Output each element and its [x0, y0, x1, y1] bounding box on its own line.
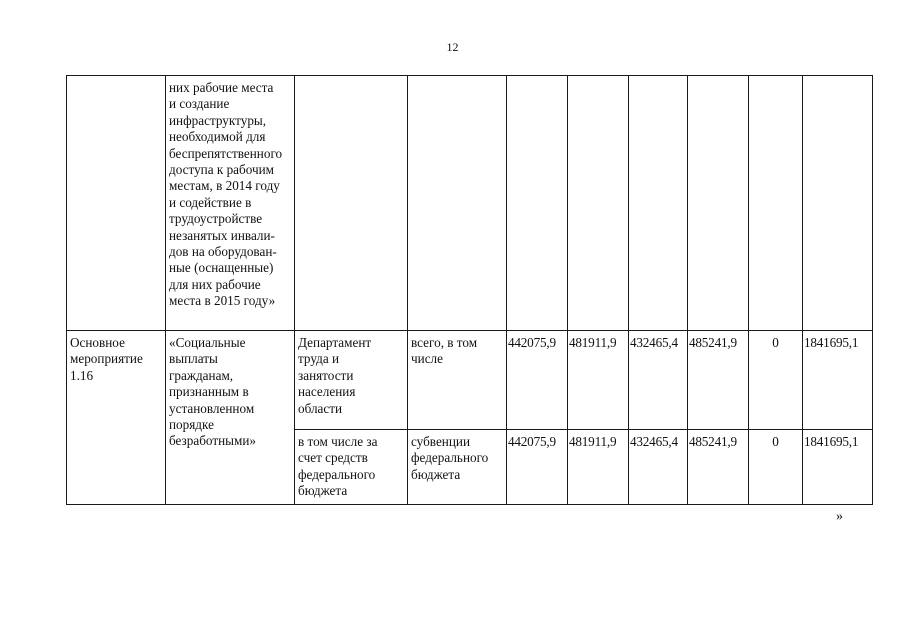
table-row	[67, 76, 873, 331]
value-cell	[749, 76, 803, 331]
value-cell	[629, 76, 688, 331]
table-row	[67, 331, 873, 430]
value-cell: 485241,9	[688, 331, 749, 430]
event-cell: Основное мероприятие 1.16	[67, 331, 166, 505]
value-cell: 0	[749, 430, 803, 505]
event-name-cell: «Социальные выплаты гражданам, признанным в установленном порядке безработными»	[166, 331, 295, 505]
value-cell: 432465,4	[629, 331, 688, 430]
value-cell: 442075,9	[507, 331, 568, 430]
value-cell	[803, 76, 873, 331]
value-cell: 1841695,1	[803, 430, 873, 505]
event-cell	[67, 76, 166, 331]
funding-source-cell	[408, 76, 507, 331]
value-cell: 432465,4	[629, 430, 688, 505]
value-cell	[688, 76, 749, 331]
value-cell	[568, 76, 629, 331]
budget-table	[66, 75, 873, 505]
value-cell: 1841695,1	[803, 331, 873, 430]
event-name-cell: них рабочие места и создание инфраструктуры, необходимой для беспрепятственного доступа к рабочим местам, в 2014 году и содействие в трудоустройстве незанятых инвали- дов на оборудован- ные (оснащенные) для них рабочие места в 2015 году»	[166, 76, 295, 331]
page-number: 12	[446, 40, 459, 54]
executor-cell: в том числе за счет средств федерального бюджета	[295, 430, 408, 505]
value-cell	[507, 76, 568, 331]
value-cell: 0	[749, 331, 803, 430]
funding-source-cell: субвенции федерального бюджета	[408, 430, 507, 505]
value-cell: 442075,9	[507, 430, 568, 505]
executor-cell	[295, 76, 408, 331]
value-cell: 485241,9	[688, 430, 749, 505]
executor-cell: Департамент труда и занятости населения области	[295, 331, 408, 430]
funding-source-cell: всего, в том числе	[408, 331, 507, 430]
value-cell: 481911,9	[568, 331, 629, 430]
value-cell: 481911,9	[568, 430, 629, 505]
closing-quote: »	[836, 509, 843, 524]
